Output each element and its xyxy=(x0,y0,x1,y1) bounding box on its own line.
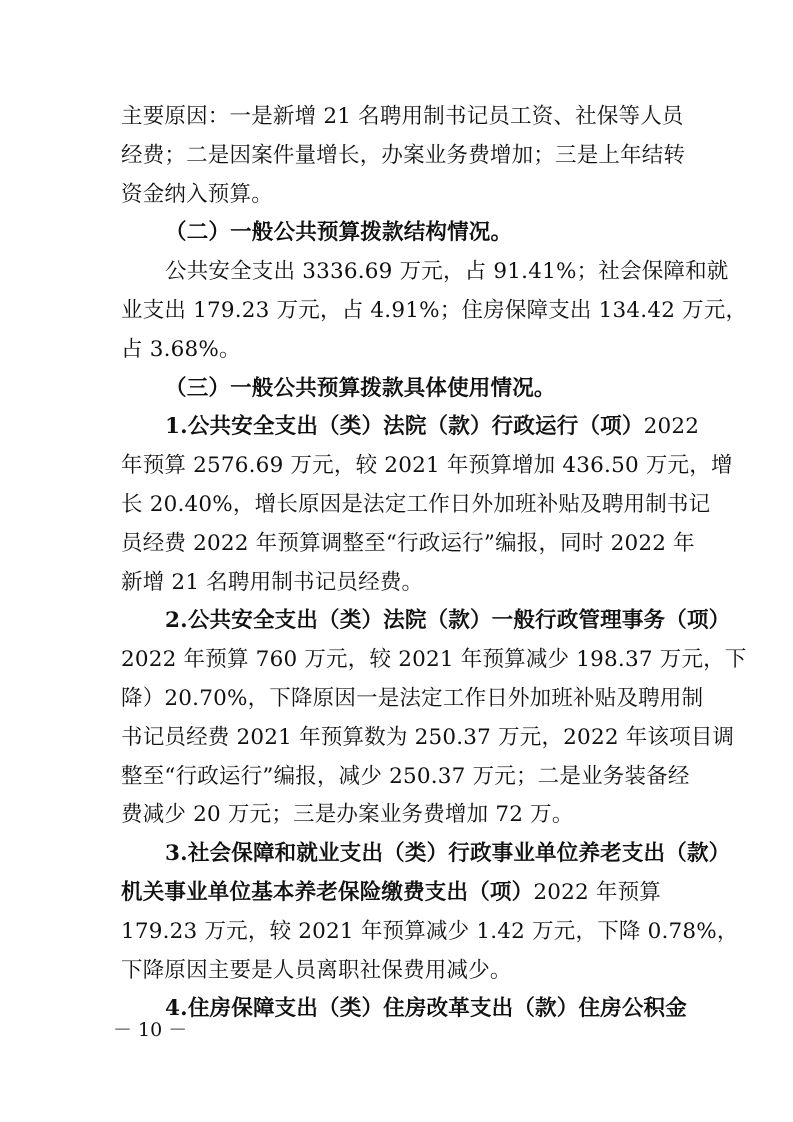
text-segment: 1.公共安全支出（类）法院（款）行政运行（项） xyxy=(165,414,644,440)
text-line: 业支出 179.23 万元，占 4.91%；住房保障支出 134.42 万元， xyxy=(121,298,748,323)
text-line: 书记员经费 2021 年预算数为 250.37 万元，2022 年该项目调 xyxy=(121,724,735,750)
text-line: （三）一般公共预算拨款具体使用情况。 xyxy=(165,375,556,401)
text-segment: 2022 年预算 xyxy=(533,880,661,905)
text-line: 主要原因：一是新增 21 名聘用制书记员工资、社保等人员 xyxy=(121,104,684,129)
text-line xyxy=(165,412,699,442)
text-line: 整至“行政运行”编报，减少 250.37 万元；二是业务装备经 xyxy=(121,763,690,789)
text-line: 降）20.70%，下降原因一是法定工作日外加班补贴及聘用制 xyxy=(121,686,704,711)
text-line: 179.23 万元，较 2021 年预算减少 1.42 万元，下降 0.78%， xyxy=(121,918,739,944)
text-line: 2.公共安全支出（类）法院（款）一般行政管理事务（项） xyxy=(165,608,731,634)
text-line: 3.社会保障和就业支出（类）行政事业单位养老支出（款） xyxy=(165,841,731,867)
text-segment: 2022 xyxy=(643,414,700,440)
text-line: 新增 21 名聘用制书记员经费。 xyxy=(121,569,424,595)
text-line xyxy=(121,878,661,908)
text-line: 下降原因主要是人员离职社保费用减少。 xyxy=(121,957,512,983)
text-line: 经费；二是因案件量增长，办案业务费增加；三是上年结转 xyxy=(121,142,686,168)
text-line: 员经费 2022 年预算调整至“行政运行”编报，同时 2022 年 xyxy=(121,530,695,556)
text-line: 占 3.68%。 xyxy=(121,336,241,362)
text-line: （二）一般公共预算拨款结构情况。 xyxy=(165,220,513,246)
text-line: 长 20.40%，增长原因是法定工作日外加班补贴及聘用制书记 xyxy=(121,492,711,517)
text-line: 资金纳入预算。 xyxy=(121,181,273,207)
text-line: 公共安全支出 3336.69 万元，占 91.41%；社会保障和就 xyxy=(165,259,729,285)
text-segment: 机关事业单位基本养老保险缴费支出（项） xyxy=(121,880,534,905)
text-line: 费减少 20 万元；三是办案业务费增加 72 万。 xyxy=(121,802,574,828)
text-line: 2022 年预算 760 万元，较 2021 年预算减少 198.37 万元，下 xyxy=(121,647,747,673)
page-number: － 10 － xyxy=(113,1019,188,1041)
text-line: 年预算 2576.69 万元，较 2021 年预算增加 436.50 万元，增 xyxy=(121,453,733,479)
text-line: 4.住房保障支出（类）住房改革支出（款）住房公积金 xyxy=(165,996,687,1022)
